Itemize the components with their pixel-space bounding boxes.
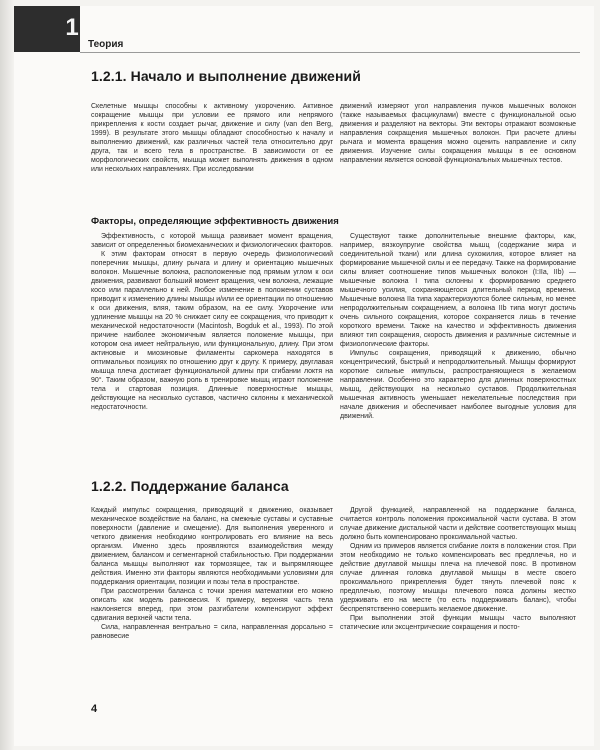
page-edge-shadow: [0, 0, 14, 750]
paragraph: Скелетные мышцы способны к активному укорочению. Активное сокращение мышцы при условии ее прямого или непрямого прикрепления к кости создает рычаг, движение и силу (van den Berg, 1999). В результате этого мышцы обладают способностью к началу и выполнению движений, как различных частей тела относительно друг друга, так и всего тела в пространстве. В зависимости от ее морфологических свойств, мышца может выполнять движения в одном или нескольких направлениях. При исследовании: [91, 103, 333, 173]
section1-intro-right-column: [340, 102, 576, 202]
document-page: [14, 6, 594, 746]
paragraph: Существуют также дополнительные внешние факторы, как, например, вязкоупругие свойства мышц (содержание жира и соединительной ткани) или длина сухожилия, которое влияет на формирование мышечной силы и ее передачу. Также на формирование силы влияет соотношение типов мышечных волокон (I:IIa, IIb) — мышечные волокна I типа склонны к формированию среднего мышечного усилия, сохраняющегося длительный период времени. Мышечные волокна IIa типа характеризуются более сильным, но менее непродолжительным сокращением, а волокна IIb типа могут достичь очень сильного сокращения, которое сохраняется лишь в течение короткого времени. Также на качество и эффективность движения влияют тип сокращения, скорость движения и различные системные и физиологические факторы.: [340, 233, 576, 348]
paragraph: Эффективность, с которой мышца развивает момент вращения, зависит от определенных биомеханических и физиологических факторов.: [91, 233, 333, 249]
paragraph: Одним из примеров является сгибание локтя в положении стоя. При этом необходимо не только компенсировать вес предплечья, но и действие двуглавой мышцы плеча на плечевой пояс. В противном случае длинная головка двуглавой мышцы в месте своего проксимального прикрепления будет тянуть плечевой пояс к предплечью, поэтому мышцы плечевого пояса должны жестко удерживать его на месте (то есть поддерживать баланс), чтобы беспрепятственно совершить желаемое движение.: [340, 543, 576, 613]
paragraph: При выполнении этой функции мышцы часто выполняют статические или эксцентрические сокращения и посто-: [340, 615, 576, 631]
paragraph: Сила, направленная вентрально = сила, направленная дорсально = равновесие: [91, 624, 333, 640]
section-title-1-2-2: 1.2.2. Поддержание баланса: [91, 478, 289, 494]
paragraph: Каждый импульс сокращения, приводящий к движению, оказывает механическое воздействие на баланс, на смежные суставы и суставные поверхности (давление и смещение). Для выполнения уверенного и четкого движения необходимо контролировать его влияние на весь организм. Именно здесь проявляются взаимодействия между движением, балансом и сегментарной стабильностью. При поддержании баланса мышцы выполняют как тормозящее, так и выпрямляющее действия. Именно эти факторы являются необходимыми условиями для поддержания ориентации, позиции и позы тела в пространстве.: [91, 507, 333, 586]
running-header-title: Теория: [88, 39, 124, 50]
chapter-tab: [14, 6, 80, 52]
chapter-number: 1: [65, 14, 79, 41]
section2-left-column: [91, 506, 333, 694]
section-title-1-2-1: 1.2.1. Начало и выполнение движений: [91, 68, 361, 84]
subsection-left-column: [91, 232, 333, 457]
section2-right-column: [340, 506, 576, 694]
paragraph: Другой функцией, направленной на поддержание баланса, считается контроль положения проксимальной части сустава. В этом случае движение дистальной части и действие соответствующих мышц должно быть компенсировано проксимальной частью.: [340, 507, 576, 541]
paragraph: При рассмотрении баланса с точки зрения математики его можно описать как модель равновесия. К примеру, верхняя часть тела наклоняется вперед, при этом разгибатели компенсируют эффект сдвигания верхней части тела.: [91, 588, 333, 622]
subsection-title: Факторы, определяющие эффективность движения: [91, 216, 339, 227]
subsection-right-column: [340, 232, 576, 457]
paragraph: Импульс сокращения, приводящий к движению, обычно концентрический, быстрый и непродолжительный. Мышцы формируют короткие сильные импульсы, распространяющиеся в желаемом направлении. Особенно это характерно для длинных поверхностных мышц, действующих на несколько суставов. Продолжительная мышечная активность уменьшает нежелательные последствия при начале движения и обеспечивает наиболее выгодные условия для движений.: [340, 350, 576, 420]
section1-intro-left-column: [91, 102, 333, 202]
paragraph: К этим факторам относят в первую очередь физиологический поперечник мышцы, длину рычага и длину и ориентацию мышечных волокон. Мышечные волокна, расположенные под прямым углом к оси движения, развивают больший момент вращения, чем волокна, лежащие косо или параллельно к ней. Любое изменение в положении суставов приводит к изменению длины мышцы и/или ее ориентации по отношению к оси движения, вляя, таким образом, на ее силу. Укорочение или удлинение мышцы на 20 % снижает силу ее сокращения, что приводит к механической недостаточности (Macintosh, Bogduk et al., 1993). По этой причине наиболее экономичным является положение мышцы, при котором она имеет нейтральную, или функциональную, длину. При этом актиновые и миозиновые филаменты саркомера находятся в оптимальных позициях по отношению друг к другу. К примеру, двуглавая мышца плеча достигает функциональной длины при сгибании локтя на 90°. Таким образом, важную роль в тренировке мышц играют положение тела и стартовая позиция. Длинные поверхностные мышцы, действующие на несколько суставов, частично склонны к механической недостаточности.: [91, 251, 333, 411]
running-header-rule: [80, 40, 580, 53]
page-number: 4: [91, 703, 98, 715]
paragraph: движений измеряют угол направления пучков мышечных волокон (также называемых фасцикулами) вместе с функциональной осью движения и разделяют на векторы. Эти векторы отражают возможные направления сокращения мышечных волокон. При расчете длины рычага и момента вращения можно оценить направление и силу движения. Изучение силы сокращения мышцы в ее основном направлении является основой функциональных мышечных тестов.: [340, 103, 576, 164]
